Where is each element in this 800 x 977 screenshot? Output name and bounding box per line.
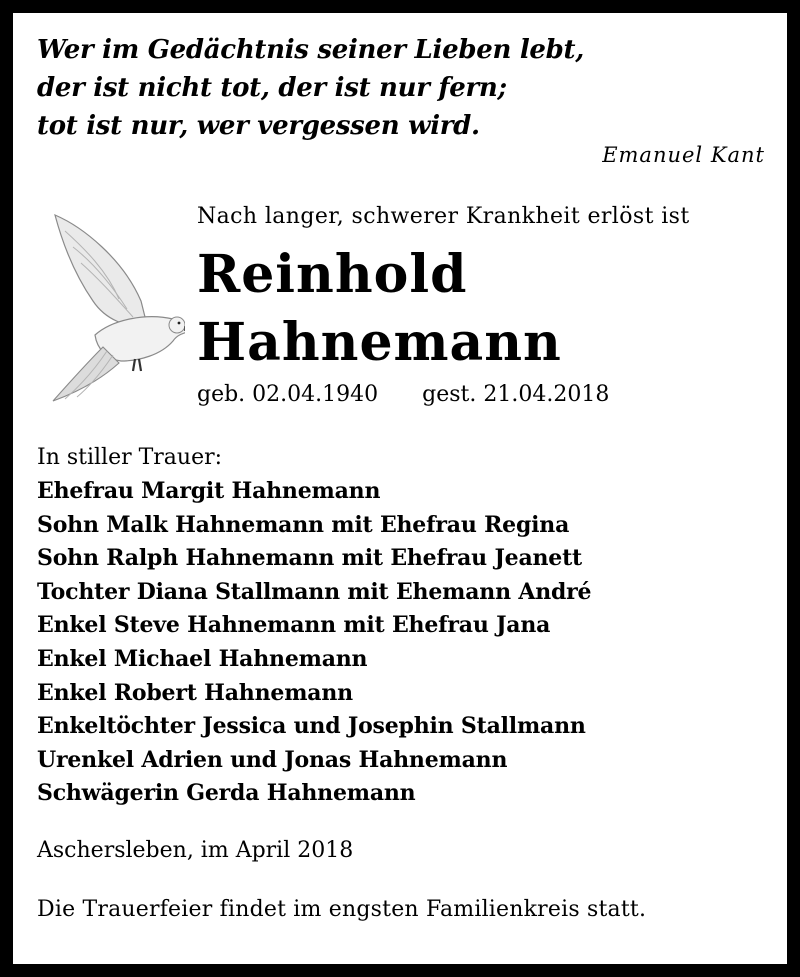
- mourner-entry: Enkel Michael Hahnemann: [37, 645, 368, 672]
- mourner-entry: Sohn Malk Hahnemann mit Ehefrau Regina: [37, 511, 570, 538]
- mourner-entry: Enkeltöchter Jessica und Josephin Stallmann: [37, 713, 586, 740]
- mourning-intro: In stiller Trauer:: [37, 445, 223, 470]
- quote-line: tot ist nur, wer vergessen wird.: [37, 111, 480, 141]
- deceased-first-name: Reinhold: [197, 244, 468, 305]
- mourner-entry: Urenkel Adrien und Jonas Hahnemann: [37, 746, 508, 773]
- intro-text: Nach langer, schwerer Krankheit erlöst ist: [197, 204, 690, 229]
- deceased-name: [197, 241, 562, 377]
- memorial-quote: [37, 31, 777, 145]
- place-and-date: Aschersleben, im April 2018: [37, 838, 354, 863]
- mourner-entry: Schwägerin Gerda Hahnemann: [37, 780, 416, 807]
- funeral-note: Die Trauerfeier findet im engsten Familienkreis statt.: [37, 897, 647, 922]
- dove-icon: [35, 201, 185, 411]
- quote-author: Emanuel Kant: [602, 143, 765, 167]
- mourner-entry: Enkel Robert Hahnemann: [37, 679, 353, 706]
- mourners-section: [37, 441, 777, 811]
- quote-line: Wer im Gedächtnis seiner Lieben lebt,: [37, 35, 584, 65]
- mourner-entry: Sohn Ralph Hahnemann mit Ehefrau Jeanett: [37, 545, 583, 572]
- mourner-entry: Ehefrau Margit Hahnemann: [37, 478, 381, 504]
- deceased-last-name: Hahnemann: [197, 312, 562, 373]
- mourner-entry: Enkel Steve Hahnemann mit Ehefrau Jana: [37, 612, 551, 639]
- birth-date: geb. 02.04.1940: [197, 382, 379, 407]
- death-date: gest. 21.04.2018: [422, 382, 610, 407]
- life-dates: [197, 382, 653, 407]
- mourner-entry: Tochter Diana Stallmann mit Ehemann André: [37, 578, 592, 605]
- quote-line: der ist nicht tot, der ist nur fern;: [37, 73, 507, 103]
